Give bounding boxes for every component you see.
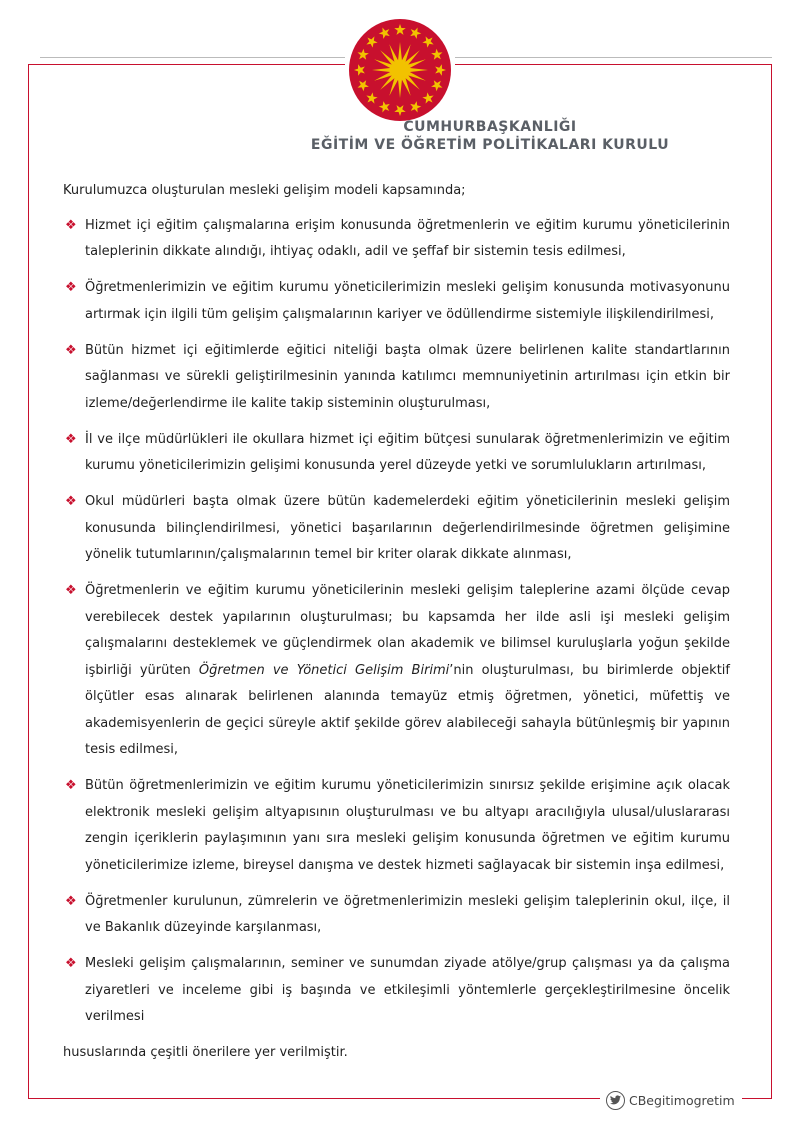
list-item xyxy=(63,889,730,942)
diamond-bullet-icon: ❖ xyxy=(65,342,77,358)
diamond-bullet-icon: ❖ xyxy=(65,494,77,509)
frame-bottom-left xyxy=(28,1098,600,1099)
twitter-handle: CBegitimogretim xyxy=(629,1092,735,1108)
header-thin-rule-right xyxy=(455,57,772,58)
header-thin-rule-left xyxy=(40,57,345,58)
frame-left-corner xyxy=(28,64,42,65)
list-item-text: Öğretmenler kurulunun, zümrelerin ve öğretmenlerimizin mesleki gelişim taleplerinin okul, ilçe, il ve Bakanlık düzeyinde karşılanması, xyxy=(85,893,730,935)
header-title xyxy=(200,118,780,155)
list-item-text-before: Öğretmenlerin ve eğitim kurumu yöneticilerinin mesleki gelişim taleplerine azami ölçüde cevap verebilecek destek yapılarının oluşturulması; bu kapsamda her ilde asli işi mesleki gelişim çalışmalarını desteklemek ve güçlendirmek olan akademik ve bilimsel kuruluşlarla yoğun şekilde işbirliği yürüten xyxy=(85,583,730,678)
list-item xyxy=(63,489,730,569)
diamond-bullet-icon: ❖ xyxy=(65,280,77,295)
list-item xyxy=(63,275,730,328)
presidential-seal-logo xyxy=(348,18,452,122)
list-item-text: Okul müdürleri başta olmak üzere bütün kademelerdeki eğitim yöneticilerinin mesleki gelişim konusunda bilinçlendirilmesi, yönetici başarılarının değerlendirilmesinde öğretmen gelişimine yönelik tutumlarının/çalışmalarının temel bir kriter olarak dikkate alınması, xyxy=(85,494,730,562)
list-item-text: Bütün hizmet içi eğitimlerde eğitici niteliği başta olmak üzere belirlenen kalite standartlarının sağlanması ve sürekli geliştirilmesinin yanında katılımcı memnuniyetinin artırılması için etkin bir izleme/değerlendirme ile kalite takip sisteminin oluşturulması, xyxy=(85,342,730,411)
header-line-1: CUMHURBAŞKANLIĞI xyxy=(403,119,577,135)
frame-top-right xyxy=(455,64,772,65)
list-item xyxy=(63,338,730,418)
frame-bottom-right xyxy=(742,1098,772,1099)
diamond-bullet-icon: ❖ xyxy=(65,778,77,793)
list-item-text: İl ve ilçe müdürlükleri ile okullara hizmet içi eğitim bütçesi sunularak öğretmenlerimizin ve eğitim kurumu yöneticilerimizin gelişimi konusunda yerel düzeyde yetki ve sorumlulukların artırılması, xyxy=(85,431,730,473)
list-item-text: Öğretmenlerimizin ve eğitim kurumu yöneticilerimizin mesleki gelişim konusunda motivasyonunu artırmak için ilgili tüm gelişim çalışmalarının kariyer ve ödüllendirme sistemiyle ilişkilendirilmesi, xyxy=(85,280,730,322)
list-item xyxy=(63,773,730,879)
frame-right xyxy=(771,64,772,1098)
list-item-text-after: ’nin oluşturulması, bu birimlerde objektif ölçütler esas alınarak belirlenen alanında temayüz etmiş öğretmen, yönetici, müfettiş ve akademisyenlerin de geçici süreyle aktif şekilde görev alabileceği sahayla bütünleşmiş bir yapının tesis edilmesi, xyxy=(85,662,730,757)
seal-sun-center xyxy=(391,61,409,79)
diamond-bullet-icon: ❖ xyxy=(65,893,77,909)
recommendation-list xyxy=(63,213,730,1031)
list-item xyxy=(63,427,730,480)
list-item xyxy=(63,578,730,764)
document-body xyxy=(63,178,730,1067)
twitter-handle-link[interactable] xyxy=(606,1088,735,1112)
frame-top-left xyxy=(40,64,345,65)
header-line-2: EĞİTİM VE ÖĞRETİM POLİTİKALARI KURULU xyxy=(310,137,670,153)
twitter-icon xyxy=(606,1091,625,1110)
list-item xyxy=(63,951,730,1031)
list-item xyxy=(63,213,730,266)
diamond-bullet-icon: ❖ xyxy=(65,583,77,598)
diamond-bullet-icon: ❖ xyxy=(65,431,77,447)
diamond-bullet-icon: ❖ xyxy=(65,217,77,233)
diamond-bullet-icon: ❖ xyxy=(65,956,77,971)
list-item-text: Mesleki gelişim çalışmalarının, seminer ve sunumdan ziyade atölye/grup çalışması ya da çalışma ziyaretleri ve inceleme gibi iş başında ve etkileşimli yöntemlerle gerçekleştirilmesine öncelik verilmesi xyxy=(85,956,730,1024)
list-item-text: Hizmet içi eğitim çalışmalarına erişim konusunda öğretmenlerin ve eğitim kurumu yöneticilerinin taleplerinin dikkate alındığı, ihtiyaç odaklı, adil ve şeffaf bir sistemin tesis edilmesi, xyxy=(85,217,730,259)
intro-paragraph: Kurulumuzca oluşturulan mesleki gelişim modeli kapsamında; xyxy=(63,183,466,198)
list-item-text: Bütün öğretmenlerimizin ve eğitim kurumu yöneticilerimizin sınırsız şekilde erişimine açık olacak elektronik mesleki gelişim altyapısının oluşturulması ve bu altyapı aracılığıyla ulusal/uluslararası zengin içeriklerin paylaşımının yanı sıra mesleki gelişim konusunda öğretmen ve eğitim kurumu yöneticilerimize izleme, bireysel danışma ve destek hizmeti sağlayacak bir sistemin inşa edilmesi, xyxy=(85,778,730,873)
outro-paragraph: hususlarında çeşitli önerilere yer verilmiştir. xyxy=(63,1045,348,1060)
frame-left xyxy=(28,64,29,1098)
unit-name-italic: Öğretmen ve Yönetici Gelişim Birimi xyxy=(198,662,450,678)
